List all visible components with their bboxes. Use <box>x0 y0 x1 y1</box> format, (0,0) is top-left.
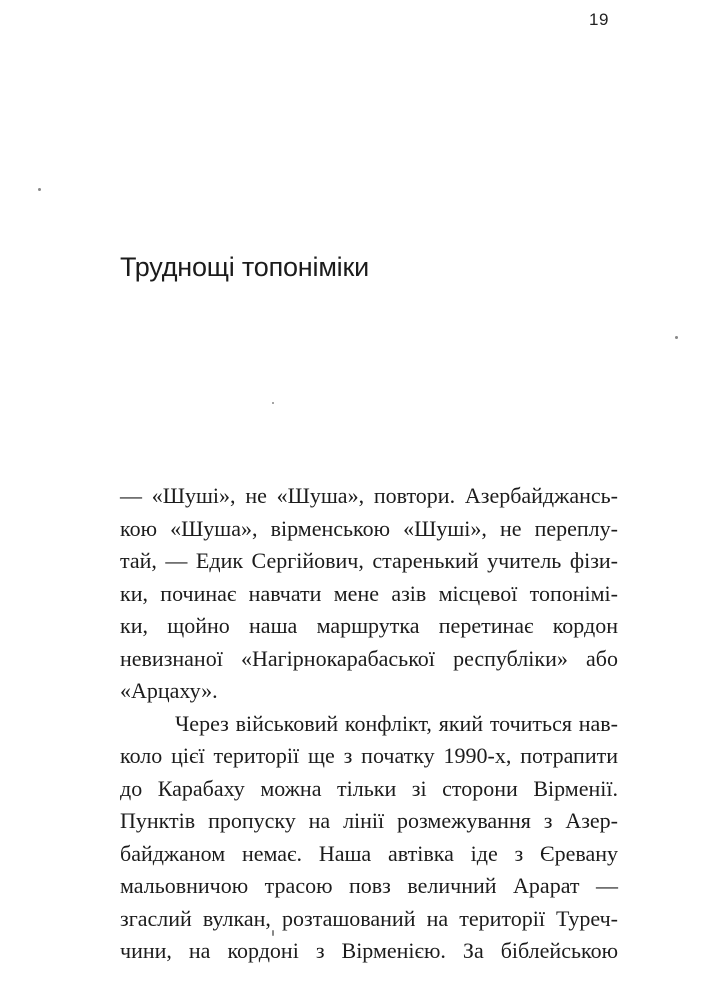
text-line: Пунктів пропуску на лінії розмежування з Азер- <box>120 808 618 833</box>
text-line: — «Шуші», не «Шуша», повтори. Азербайджансь- <box>120 483 618 508</box>
text-line: згаслий вулкан, розташований на території Туреч- <box>120 905 618 931</box>
text-line: ки, щойно наша маршрутка перетинає кордон <box>120 613 618 638</box>
scan-speck <box>38 188 41 191</box>
chapter-title: Труднощі топоніміки <box>120 252 369 282</box>
scan-speck <box>272 402 274 404</box>
text-line: коло цієї території ще з початку 1990-х, потрапити <box>120 743 618 768</box>
text-line: «Арцаху». <box>120 678 218 703</box>
text-line: мальовничою трасою повз величний Арарат — <box>120 873 618 898</box>
text-line: кою «Шуша», вірменською «Шуші», не переплу- <box>120 515 618 541</box>
text-line: ки, починає навчати мене азів місцевої топонімі- <box>120 580 618 606</box>
text-line: Через військовий конфлікт, який точиться нав- <box>175 710 618 736</box>
scan-speck <box>675 336 678 339</box>
text-line: до Карабаху можна тільки зі сторони Вірменії. <box>120 775 618 801</box>
text-line: байджаном немає. Наша автівка іде з Єревану <box>120 840 618 866</box>
text-line: тай, — Едик Сергійович, старенький учитель фізи- <box>120 548 618 573</box>
text-line: чини, на кордоні з Вірменією. За біблейською <box>120 938 618 963</box>
scan-speck <box>272 930 274 936</box>
body-text <box>120 480 618 968</box>
text-line: невизнаної «Нагірнокарабаської республіки» або <box>120 645 618 671</box>
page-number: 19 <box>589 10 609 29</box>
